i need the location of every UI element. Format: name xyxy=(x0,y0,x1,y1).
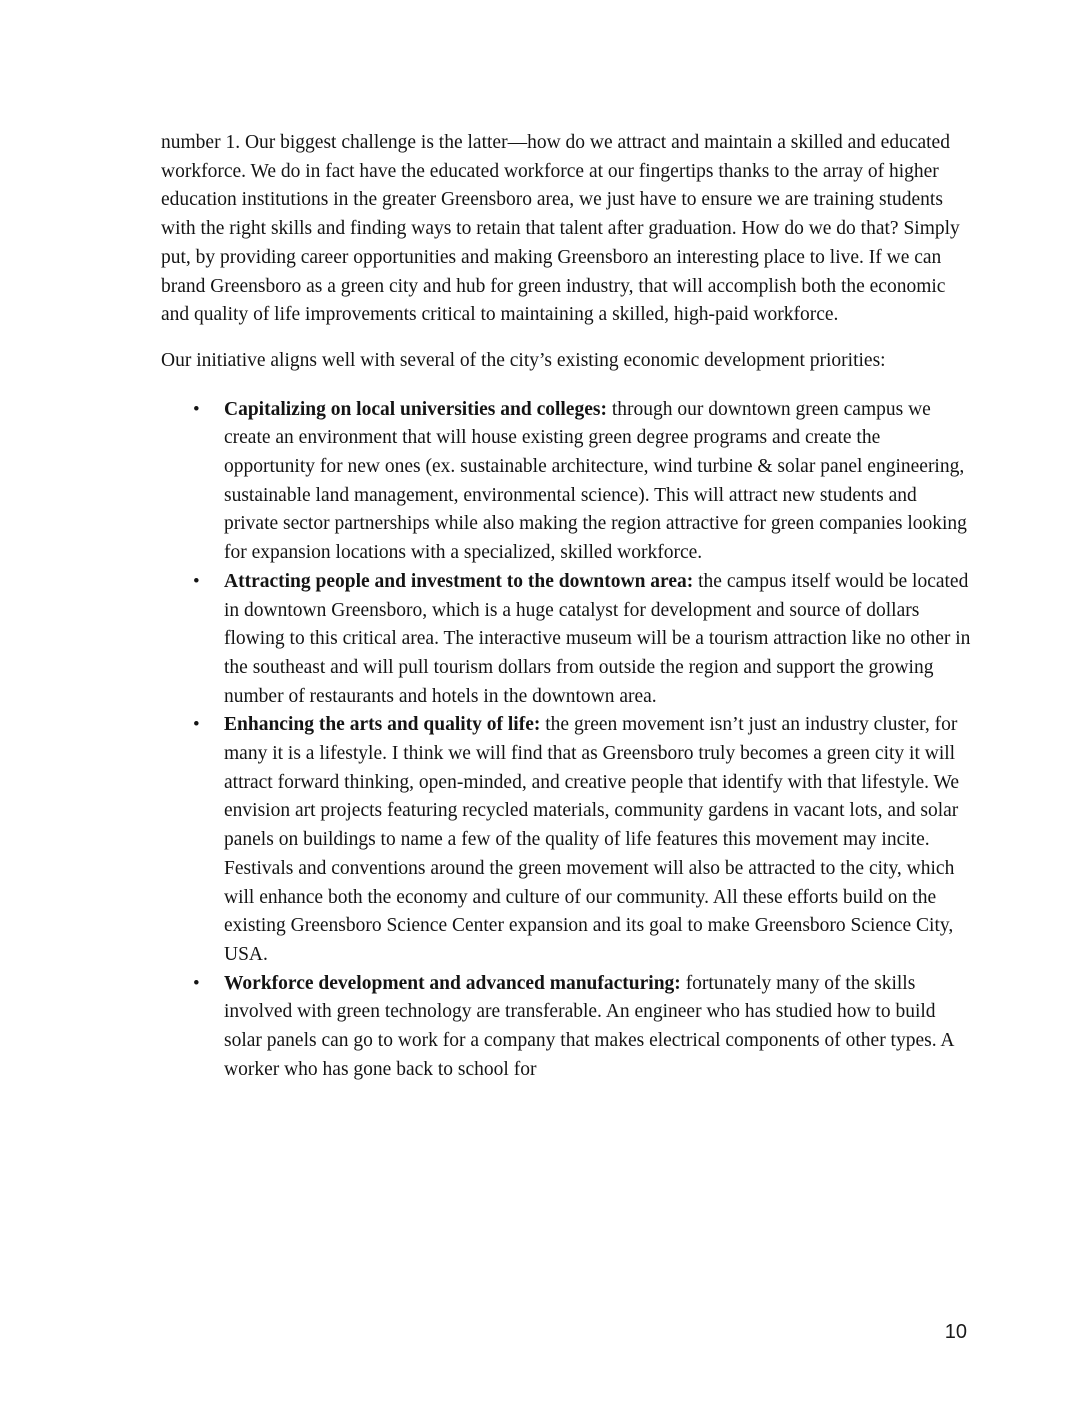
list-item xyxy=(161,970,973,1085)
list-item xyxy=(161,568,973,712)
bullet-heading: Capitalizing on local universities and colleges: xyxy=(224,398,607,420)
bullet-heading: Workforce development and advanced manufacturing: xyxy=(224,972,681,994)
priorities-list xyxy=(161,396,973,1085)
bullet-text: through our downtown green campus we create an environment that will house existing green degree programs and create the opportunity for new ones (ex. sustainable architecture, wind turbine & solar panel engineering, sustainable land management, environmental science). This will attract new students and private sector partnerships while also making the region attractive for green companies looking for expansion locations with a specialized, skilled workforce. xyxy=(224,398,967,564)
bullet-icon: • xyxy=(193,398,200,420)
list-item xyxy=(161,396,973,568)
body-paragraph-1: number 1. Our biggest challenge is the latter—how do we attract and maintain a skilled and educated workforce. We do in fact have the educated workforce at our fingertips thanks to the array of higher education institutions in the greater Greensboro area, we just have to ensure we are training students with the right skills and finding ways to retain that talent after graduation. How do we do that? Simply put, by providing career opportunities and making Greensboro an interesting place to live. If we can brand Greensboro as a green city and hub for green industry, that will accomplish both the economic and quality of life improvements critical to maintaining a skilled, high-paid workforce. xyxy=(161,132,960,326)
document-page xyxy=(161,129,973,1085)
bullet-icon: • xyxy=(193,972,200,994)
list-item xyxy=(161,711,973,969)
bullet-icon: • xyxy=(193,570,200,592)
bullet-text: the green movement isn’t just an industry cluster, for many it is a lifestyle. I think we will find that as Greensboro truly becomes a green city it will attract forward thinking, open-minded, and creative people that identify with that lifestyle. We envision art projects featuring recycled materials, community gardens in vacant lots, and solar panels on buildings to name a few of the quality of life features this movement may incite. Festivals and conventions around the green movement will also be attracted to the city, which will enhance both the economy and culture of our community. All these efforts build on the existing Greensboro Science Center expansion and its goal to make Greensboro Science City, USA. xyxy=(224,714,960,965)
bullet-heading: Enhancing the arts and quality of life: xyxy=(224,714,541,736)
bullet-heading: Attracting people and investment to the downtown area: xyxy=(224,570,694,592)
bullet-text: fortunately many of the skills involved with green technology are transferable. An engineer who has studied how to build solar panels can go to work for a company that makes electrical components of other types. A worker who has gone back to school for xyxy=(224,972,954,1080)
page-number: 10 xyxy=(944,1321,967,1343)
body-paragraph-2: Our initiative aligns well with several of the city’s existing economic development priorities: xyxy=(161,349,886,371)
bullet-text: the campus itself would be located in downtown Greensboro, which is a huge catalyst for development and source of dollars flowing to this critical area. The interactive museum will be a tourism attraction like no other in the southeast and will pull tourism dollars from outside the region and support the growing number of restaurants and hotels in the downtown area. xyxy=(224,570,971,707)
bullet-icon: • xyxy=(193,714,200,736)
